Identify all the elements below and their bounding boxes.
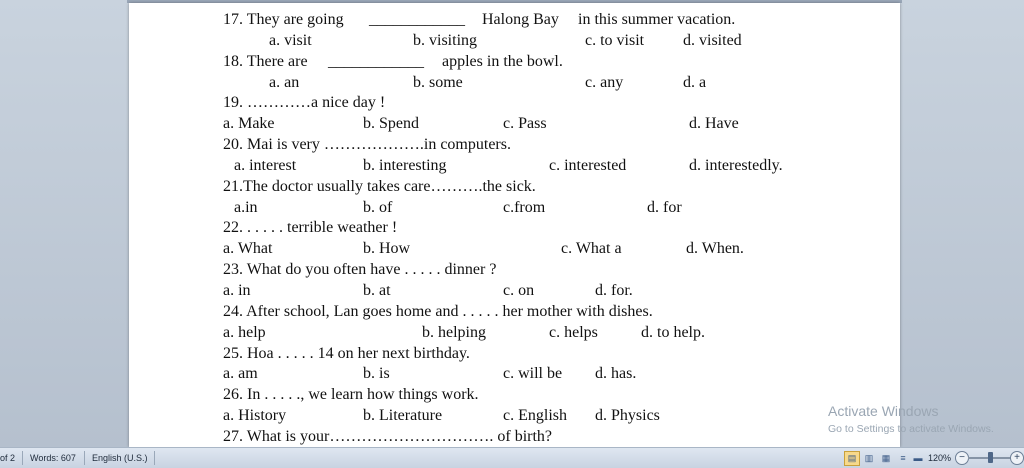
question-17-blank: ____________ <box>369 11 465 28</box>
question-20-option-c: c. interested <box>549 157 627 174</box>
question-25-option-a: a. am <box>223 365 258 382</box>
question-17-option-c: c. to visit <box>585 32 645 49</box>
question-19-option-b: b. Spend <box>363 115 419 132</box>
question-18-option-c: c. any <box>585 74 624 91</box>
question-23-option-b: b. at <box>363 282 391 299</box>
document-page[interactable] <box>129 3 900 447</box>
question-26-option-b: b. Literature <box>363 407 443 424</box>
print-layout-view-icon[interactable]: ▤ <box>844 451 860 466</box>
question-17-option-b: b. visiting <box>413 32 478 49</box>
question-26-option-c: c. English <box>503 407 567 424</box>
question-22-option-b: b. How <box>363 240 411 257</box>
question-20-stem: 20. Mai is very ……………….in computers. <box>223 136 511 153</box>
question-25-option-c: c. will be <box>503 365 563 382</box>
question-21-option-a: a.in <box>234 199 258 216</box>
question-23-stem: 23. What do you often have . . . . . dinner ? <box>223 261 497 278</box>
question-22-stem: 22. . . . . . terrible weather ! <box>223 219 398 236</box>
question-21-stem: 21.The doctor usually takes care……….the sick. <box>223 178 536 195</box>
question-25-option-d: d. has. <box>595 365 637 382</box>
question-20-option-d: d. interestedly. <box>689 157 783 174</box>
zoom-out-button[interactable]: − <box>955 451 969 465</box>
status-divider <box>154 451 155 465</box>
question-19-option-a: a. Make <box>223 115 275 132</box>
question-21-option-b: b. of <box>363 199 393 216</box>
question-21-option-d: d. for <box>647 199 682 216</box>
question-19-option-c: c. Pass <box>503 115 547 132</box>
zoom-in-button[interactable]: + <box>1010 451 1024 465</box>
question-25-option-b: b. is <box>363 365 390 382</box>
question-22-option-a: a. What <box>223 240 273 257</box>
question-24-stem: 24. After school, Lan goes home and . . . . . her mother with dishes. <box>223 303 653 320</box>
question-17-stem: 17. They are going <box>223 11 344 28</box>
question-19-stem: 19. …………a nice day ! <box>223 94 386 111</box>
full-screen-reading-icon[interactable]: ▥ <box>864 453 874 463</box>
question-25-stem: 25. Hoa . . . . . 14 on her next birthday. <box>223 345 470 362</box>
zoom-slider-thumb[interactable] <box>988 452 993 463</box>
question-26-option-d: d. Physics <box>595 407 660 424</box>
question-18-tail: apples in the bowl. <box>442 53 563 70</box>
question-27-stem: 27. What is your…………………………. of birth? <box>223 428 553 445</box>
question-23-option-d: d. for. <box>595 282 633 299</box>
question-18-option-b: b. some <box>413 74 463 91</box>
question-22-option-d: d. When. <box>686 240 744 257</box>
question-23-option-c: c. on <box>503 282 535 299</box>
status-divider <box>84 451 85 465</box>
question-24-option-a: a. help <box>223 324 266 341</box>
question-24-option-d: d. to help. <box>641 324 705 341</box>
question-20-option-b: b. interesting <box>363 157 447 174</box>
question-18-stem: 18. There are <box>223 53 308 70</box>
question-20-option-a: a. interest <box>234 157 297 174</box>
page-count-status[interactable]: of 2 <box>0 453 16 463</box>
word-count-status[interactable]: Words: 607 <box>30 453 76 463</box>
question-26-stem: 26. In . . . . ., we learn how things work. <box>223 386 479 403</box>
language-status[interactable]: English (U.S.) <box>92 453 148 463</box>
question-17-tail: in this summer vacation. <box>578 11 736 28</box>
question-23-option-a: a. in <box>223 282 251 299</box>
activation-watermark <box>828 403 994 435</box>
question-17-option-a: a. visit <box>269 32 312 49</box>
draft-view-icon[interactable]: ▬ <box>913 453 923 463</box>
zoom-slider[interactable] <box>968 452 1014 464</box>
document-body <box>129 3 900 447</box>
question-26-option-a: a. History <box>223 407 287 424</box>
question-18-option-d: d. a <box>683 74 707 91</box>
web-layout-icon[interactable]: ▦ <box>881 453 891 463</box>
zoom-level[interactable]: 120% <box>928 453 952 463</box>
question-17-option-d: d. visited <box>683 32 742 49</box>
watermark-title: Activate Windows <box>828 403 939 419</box>
status-divider <box>22 451 23 465</box>
status-bar <box>0 447 1024 468</box>
question-21-option-c: c.from <box>503 199 546 216</box>
question-18-blank: ____________ <box>328 53 424 70</box>
outline-view-icon[interactable]: ≡ <box>900 453 906 463</box>
question-24-option-b: b. helping <box>422 324 486 341</box>
question-22-option-c: c. What a <box>561 240 622 257</box>
question-18-option-a: a. an <box>269 74 300 91</box>
question-19-option-d: d. Have <box>689 115 739 132</box>
watermark-subtitle: Go to Settings to activate Windows. <box>828 423 994 435</box>
question-24-option-c: c. helps <box>549 324 598 341</box>
question-17-place: Halong Bay <box>482 11 559 28</box>
